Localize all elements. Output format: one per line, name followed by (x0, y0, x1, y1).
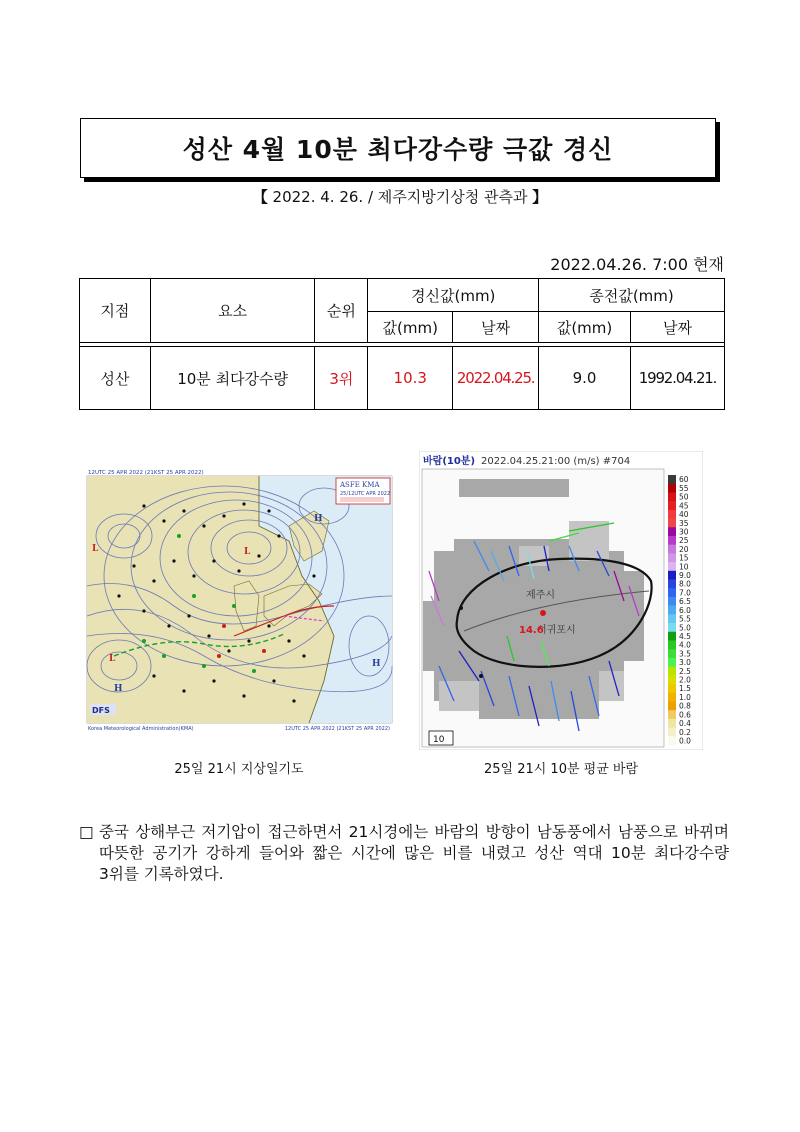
color-scale-swatch (668, 545, 676, 554)
right-figure-caption: 25일 21시 10분 평균 바람 (483, 762, 639, 777)
header-station: 지점 (80, 279, 151, 343)
color-scale-swatch (668, 701, 676, 710)
cell-old-value: 9.0 (539, 347, 631, 410)
wind-map (419, 451, 703, 750)
bracket-close: 】 (532, 188, 548, 206)
low-pressure-3: L (109, 654, 116, 664)
color-scale-swatch (668, 736, 676, 745)
color-scale-label: 55 (679, 483, 689, 493)
color-scale-label: 1.5 (679, 684, 691, 694)
subtitle-text: 2022. 4. 26. / 제주지방기상청 관측과 (272, 188, 528, 206)
asfe-date: 25/12UTC APR 2022 (340, 491, 391, 497)
color-scale-swatch (668, 658, 676, 667)
header-old-group: 종전값(mm) (539, 279, 725, 312)
color-scale-swatch (668, 606, 676, 615)
header-new-group: 경신값(mm) (368, 279, 539, 312)
color-scale-label: 6.0 (679, 605, 691, 615)
as-of-timestamp: 2022.04.26. 7:00 현재 (550, 255, 724, 274)
color-scale-label: 0.6 (679, 710, 691, 720)
color-scale-swatch (668, 649, 676, 658)
color-scale-swatch (668, 562, 676, 571)
color-scale-swatch (668, 623, 676, 632)
color-scale-label: 6.5 (679, 597, 691, 607)
color-scale-label: 20 (679, 544, 689, 554)
color-scale-swatch (668, 728, 676, 737)
color-scale-label: 3.5 (679, 649, 691, 659)
color-scale-label: 5.5 (679, 614, 691, 624)
color-scale-swatch (668, 475, 676, 484)
color-scale-label: 45 (679, 501, 689, 511)
color-scale-bar (668, 475, 691, 746)
wind-title: 바람(10분) (423, 456, 476, 467)
color-scale-label: 3.0 (679, 658, 691, 668)
subtitle (0, 186, 800, 207)
color-scale-label: 0.4 (679, 719, 691, 729)
cell-new-value: 10.3 (368, 347, 453, 410)
color-scale-label: 5.0 (679, 623, 691, 633)
cell-station: 성산 (80, 347, 151, 410)
high-pressure-1: H (314, 514, 323, 524)
wind-subtitle: 2022.04.25.21:00 (m/s) #704 (481, 456, 631, 467)
color-scale-swatch (668, 519, 676, 528)
color-scale-swatch (668, 580, 676, 589)
color-scale-label: 2.0 (679, 675, 691, 685)
color-scale-swatch (668, 510, 676, 519)
color-scale-label: 4.5 (679, 631, 691, 641)
color-scale-swatch (668, 675, 676, 684)
color-scale-label: 25 (679, 536, 689, 546)
summary-paragraph (79, 822, 729, 885)
summary-text: 중국 상해부근 저기압이 접근하면서 21시경에는 바람의 방향이 남동풍에서 남풍으로 바뀌며 따뜻한 공기가 강하게 들어와 짧은 시간에 많은 비를 내렸고 성산 역대 10분 최다강수량 3위를 기록하였다. (99, 823, 729, 883)
header-element: 요소 (150, 279, 315, 343)
color-scale-swatch (668, 719, 676, 728)
title-box (80, 118, 716, 178)
low-pressure-1: L (92, 544, 99, 554)
color-scale-label: 35 (679, 518, 689, 528)
color-scale-swatch (668, 693, 676, 702)
table-row (80, 347, 725, 410)
color-scale-label: 8.0 (679, 579, 691, 589)
color-scale-swatch (668, 571, 676, 580)
bracket-open: 【 (252, 188, 268, 206)
color-scale-label: 30 (679, 527, 689, 537)
color-scale-label: 40 (679, 510, 689, 520)
header-old-date: 날짜 (630, 312, 724, 343)
color-scale-swatch (668, 710, 676, 719)
cell-old-date: 1992.04.21. (630, 347, 724, 410)
color-scale-label: 10 (679, 562, 689, 572)
color-scale-swatch (668, 484, 676, 493)
obs-value: 14.6 (519, 625, 544, 636)
color-scale-swatch (668, 597, 676, 606)
color-scale-swatch (668, 536, 676, 545)
left-header-text: 12UTC 25 APR 2022 (21KST 25 APR 2022) (88, 470, 204, 476)
color-scale-swatch (668, 640, 676, 649)
bullet-box: □ (79, 823, 94, 841)
color-scale-label: 60 (679, 475, 689, 485)
color-scale-swatch (668, 501, 676, 510)
low-pressure-2: L (244, 547, 251, 557)
header-new-value: 값(mm) (368, 312, 453, 343)
color-scale-label: 50 (679, 492, 689, 502)
left-figure-caption: 25일 21시 지상일기도 (174, 762, 304, 777)
record-table (79, 278, 725, 410)
color-scale-swatch (668, 684, 676, 693)
header-old-value: 값(mm) (539, 312, 631, 343)
dfs-logo: DFS (92, 706, 110, 715)
city-seogwipo: 서귀포시 (537, 625, 576, 636)
color-scale-label: 0.8 (679, 701, 691, 711)
color-scale-label: 9.0 (679, 571, 691, 581)
color-scale-swatch (668, 667, 676, 676)
color-scale-swatch (668, 527, 676, 536)
color-scale-label: 7.0 (679, 588, 691, 598)
high-pressure-2: H (372, 659, 381, 669)
high-pressure-3: H (114, 684, 123, 694)
color-scale-label: 4.0 (679, 640, 691, 650)
cell-element: 10분 최다강수량 (150, 347, 315, 410)
color-scale-swatch (668, 614, 676, 623)
cell-new-date: 2022.04.25. (453, 347, 539, 410)
color-scale-label: 2.5 (679, 666, 691, 676)
asfe-label: ASFE KMA (340, 481, 380, 489)
color-scale-label: 15 (679, 553, 689, 563)
city-jeju: 제주시 (526, 590, 555, 601)
color-scale-swatch (668, 588, 676, 597)
document-title: 성산 4월 10분 최다강수량 극값 경신 (182, 135, 614, 164)
header-new-date: 날짜 (453, 312, 539, 343)
left-footer-left: Korea Meteorological Administration(KMA) (88, 726, 194, 732)
scale-label: 10 (433, 735, 445, 745)
header-rank: 순위 (315, 279, 368, 343)
color-scale-swatch (668, 632, 676, 641)
color-scale-swatch (668, 492, 676, 501)
color-scale-label: 1.0 (679, 692, 691, 702)
cell-rank: 3위 (315, 347, 368, 410)
color-scale-label: 0.0 (679, 736, 691, 746)
color-scale-label: 0.2 (679, 727, 691, 737)
color-scale-swatch (668, 553, 676, 562)
left-footer-right: 12UTC 25 APR 2022 (21KST 25 APR 2022) (284, 726, 390, 732)
surface-weather-chart (84, 466, 394, 732)
